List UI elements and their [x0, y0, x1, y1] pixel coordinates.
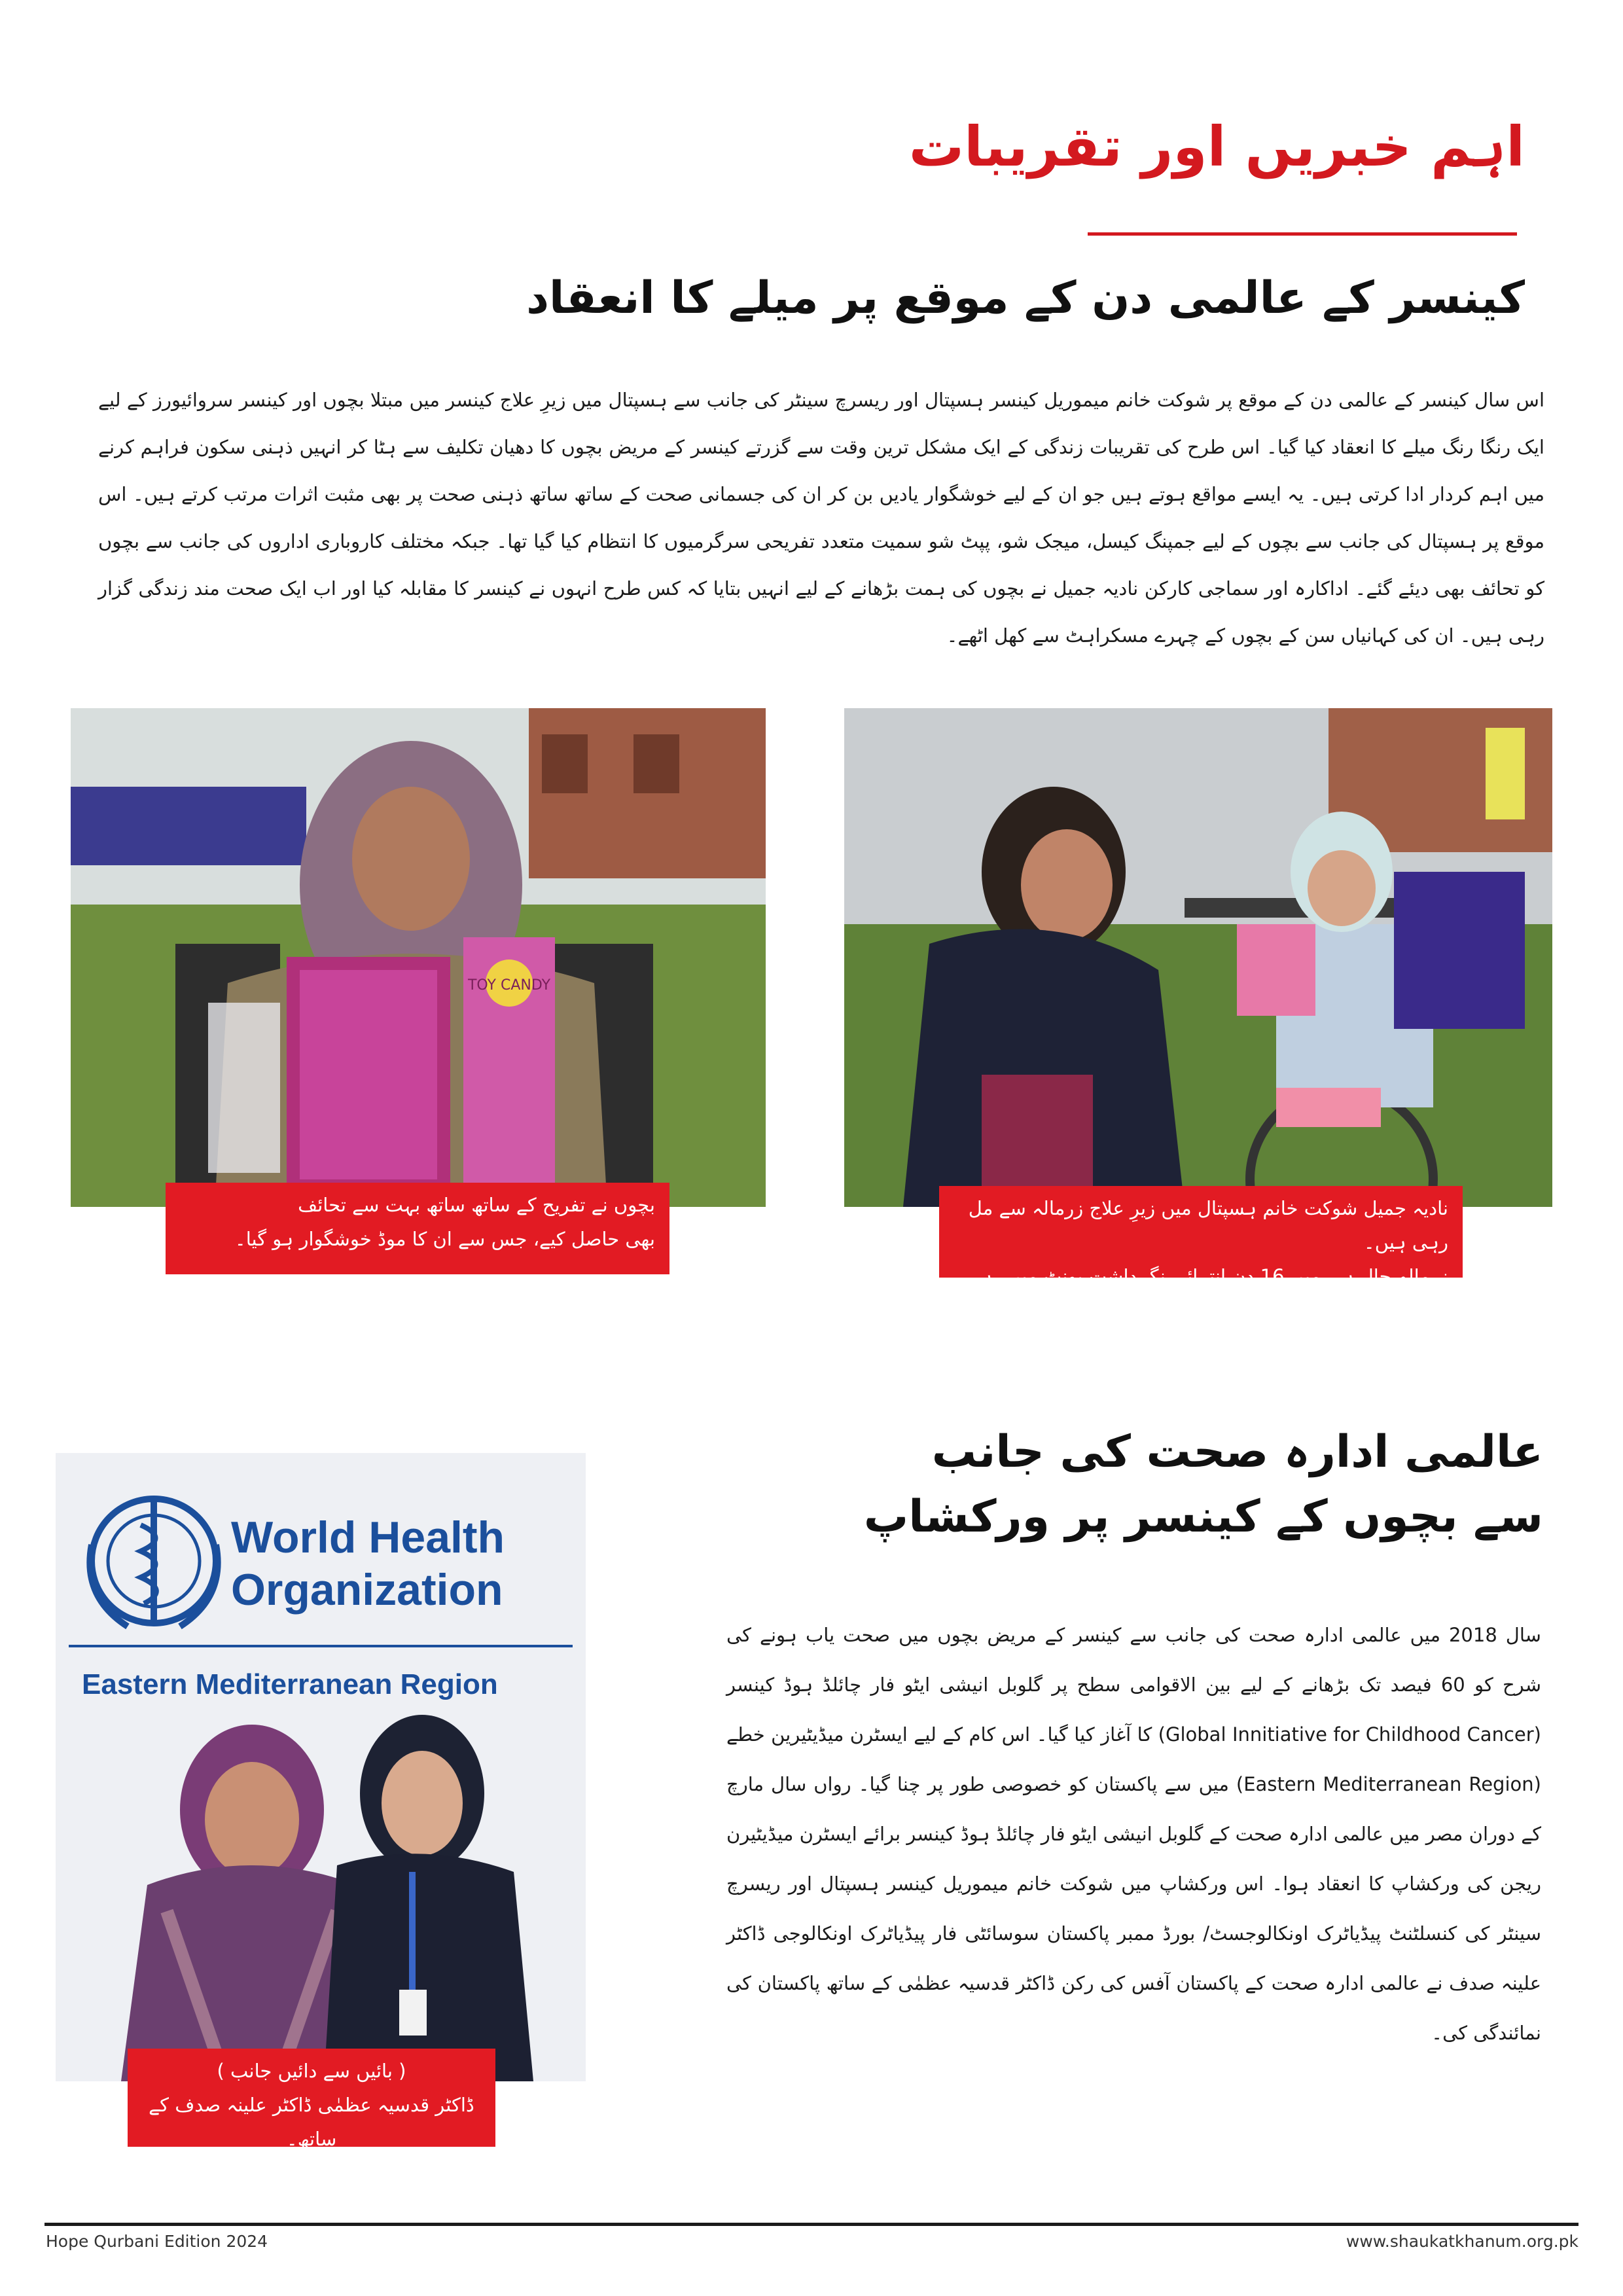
- article2-paragraph: سال 2018 میں عالمی ادارہ صحت کی جانب سے کینسر کے مریض بچوں میں صحت یاب ہونے کی شرح کو 60 فیصد تک بڑھانے کے لیے بین الاقوامی سطح پر گلوبل انیشی ایٹو فار چائلڈ ہوڈ کینسر (Global Innitiative for Childhood Cancer) کا آغاز کیا گیا۔ اس کام کے لیے ایسٹرن میڈیٹیرین خطے (Eastern Mediterranean Region) میں سے پاکستان کو خصوصی طور پر چنا گیا۔ رواں سال مارچ کے دوران مصر میں عالمی ادارہ صحت کے گلوبل انیشی ایٹو فار چائلڈ ہوڈ کینسر برائے ایسٹرن میڈیٹیرن ریجن کی ورکشاپ کا انعقاد ہوا۔ اس ورکشاپ میں شوکت خانم میموریل کینسر ہسپتال اور ریسرچ سینٹر کی کنسلٹنٹ پیڈیاٹرک اونکالوجسٹ/ بورڈ ممبر پاکستان سوسائٹی فار پیڈیاٹرک اونکالوجی ڈاکٹر علینہ صدف نے عالمی ادارہ صحت کے پاکستان آفس کی رکن ڈاکٹر قدسیہ عظمٰی کے ساتھ پاکستان کی نمائندگی کی۔: [726, 1624, 1541, 2044]
- footer-rule: [45, 2223, 1578, 2226]
- footer-edition: Hope Qurbani Edition 2024: [46, 2232, 268, 2251]
- section-title: اہم خبریں اور تقریبات: [908, 115, 1525, 179]
- who-name-line1: World Health: [231, 1513, 505, 1562]
- article1-paragraph: اس سال کینسر کے عالمی دن کے موقع پر شوکت خانم میموریل کینسر ہسپتال اور ریسرچ سینٹر کی جانب سے ہسپتال میں زیرِ علاج کینسر میں مبتلا بچوں اور کینسر سروائیورز کے لیے ایک رنگا رنگ میلے کا انعقاد کیا گیا۔ اس طرح کی تقریبات زندگی کے ایک مشکل ترین وقت سے گزرتے کینسر کے مریض بچوں کا دھیان تکلیف سے ہٹا کر انہیں ذہنی سکون فراہم کرنے میں اہم کردار ادا کرتی ہیں۔ یہ ایسے مواقع ہوتے ہیں جو ان کے لیے خوشگوار یادیں بن کر ان کی جسمانی صحت کے ساتھ ساتھ ذہنی صحت پر بھی مثبت اثرات مرتب کرتے ہیں۔ اس موقع پر ہسپتال کی جانب سے بچوں کے لیے جمپنگ کیسل، میجک شو، پپٹ شو سمیت متعدد تفریحی سرگرمیوں کا انتظام کیا گیا تھا۔ جبکہ مختلف کاروباری اداروں کی جانب سے بچوں کو تحائف بھی دیئے گئے۔ اداکارہ اور سماجی کارکن نادیہ جمیل نے بچوں کی ہمت بڑھانے کے لیے انہیں بتایا کہ کس طرح انہوں نے کینسر کا مقابلہ کیا اور اب ایک صحت مند زندگی گزار رہی ہیں۔ ان کی کہانیاں سن کے بچوں کے چہرے مسکراہٹ سے کھل اٹھے۔: [98, 389, 1544, 647]
- photo-who-doctors: [56, 1453, 586, 2081]
- caption-right: [939, 1186, 1463, 1321]
- footer-website[interactable]: www.shaukatkhanum.org.pk: [1346, 2232, 1578, 2251]
- article1-title: کینسر کے عالمی دن کے موقع پر میلے کا انعقاد: [526, 272, 1525, 324]
- title-underline: [1088, 232, 1517, 236]
- candy-box-label: TOY CANDY: [467, 977, 551, 994]
- caption-who-line2: ڈاکٹر قدسیہ عظمٰی ڈاکٹر علینہ صدف کے ساتھ۔: [149, 2094, 474, 2150]
- caption-who-line1: ( بائیں سے دائیں جانب ): [217, 2060, 406, 2082]
- article2-title-line1: عالمی ادارہ صحت کی جانب: [931, 1426, 1543, 1478]
- caption-right-line2: زرمالہ حال ہی میں 16 دن انتہائی نگہداشت یونٹ میں رہی ہے۔: [965, 1265, 1448, 1321]
- caption-left-line1: بچوں نے تفریح کے ساتھ ساتھ بہت سے تحائف: [298, 1194, 655, 1216]
- who-region: Eastern Mediterranean Region: [82, 1668, 498, 1700]
- photo-girl-with-gifts: [71, 708, 766, 1207]
- caption-right-line1: نادیہ جمیل شوکت خانم ہسپتال میں زیرِ علاج زرمالہ سے مل رہی ہیں۔: [968, 1197, 1448, 1253]
- who-emblem: [90, 1499, 217, 1626]
- who-name-line2: Organization: [231, 1565, 503, 1615]
- article2-title: [758, 1420, 1543, 1549]
- caption-left: [166, 1183, 669, 1274]
- article2-title-line2: سے بچوں کے کینسر پر ورکشاپ: [863, 1490, 1543, 1543]
- caption-left-line2: بھی حاصل کیے، جس سے ان کا موڈ خوشگوار ہو گیا۔: [234, 1228, 655, 1250]
- caption-who: [128, 2049, 495, 2150]
- photo-nadia-jamil-with-patient: [844, 708, 1552, 1207]
